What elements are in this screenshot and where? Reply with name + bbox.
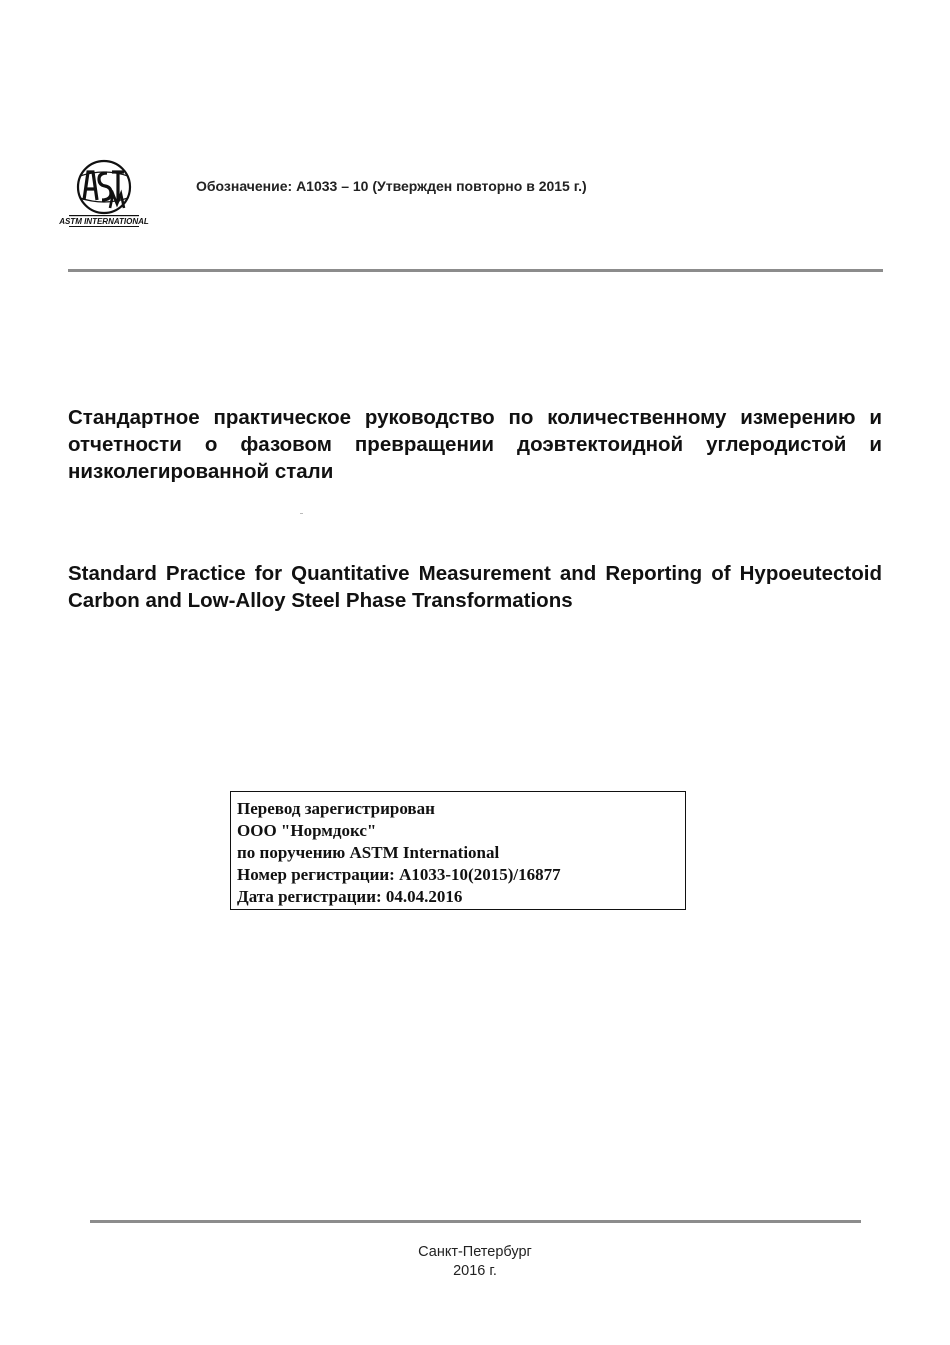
scan-artifact — [300, 513, 303, 514]
logo-text: ASTM INTERNATIONAL — [59, 217, 149, 226]
document-designation: Обозначение: A1033 – 10 (Утвержден повторно в 2015 г.) — [196, 178, 587, 194]
footer-city: Санкт-Петербург — [418, 1244, 532, 1260]
top-divider — [68, 269, 883, 272]
registration-date: Дата регистрации: 04.04.2016 — [237, 887, 463, 906]
registration-line-company: ООО "Нормдокс" — [237, 821, 377, 840]
registration-number: Номер регистрации: A1033-10(2015)/16877 — [237, 865, 561, 884]
footer — [0, 1243, 950, 1281]
footer-year: 2016 г. — [453, 1263, 497, 1279]
registration-stamp — [230, 791, 686, 910]
title-russian: Стандартное практическое руководство по количественному измерению и отчетности о фазовом превращении доэвтектоидной углеродистой и низколегированной стали — [68, 406, 882, 483]
registration-line-translated: Перевод зарегистрирован — [237, 799, 435, 818]
title-english: Standard Practice for Quantitative Measurement and Reporting of Hypoeutectoid Carbon and Low-Alloy Steel Phase Transformations — [68, 562, 882, 612]
registration-line-commission: по поручению ASTM International — [237, 843, 500, 862]
astm-international-logo — [59, 158, 149, 228]
bottom-divider — [90, 1220, 861, 1223]
